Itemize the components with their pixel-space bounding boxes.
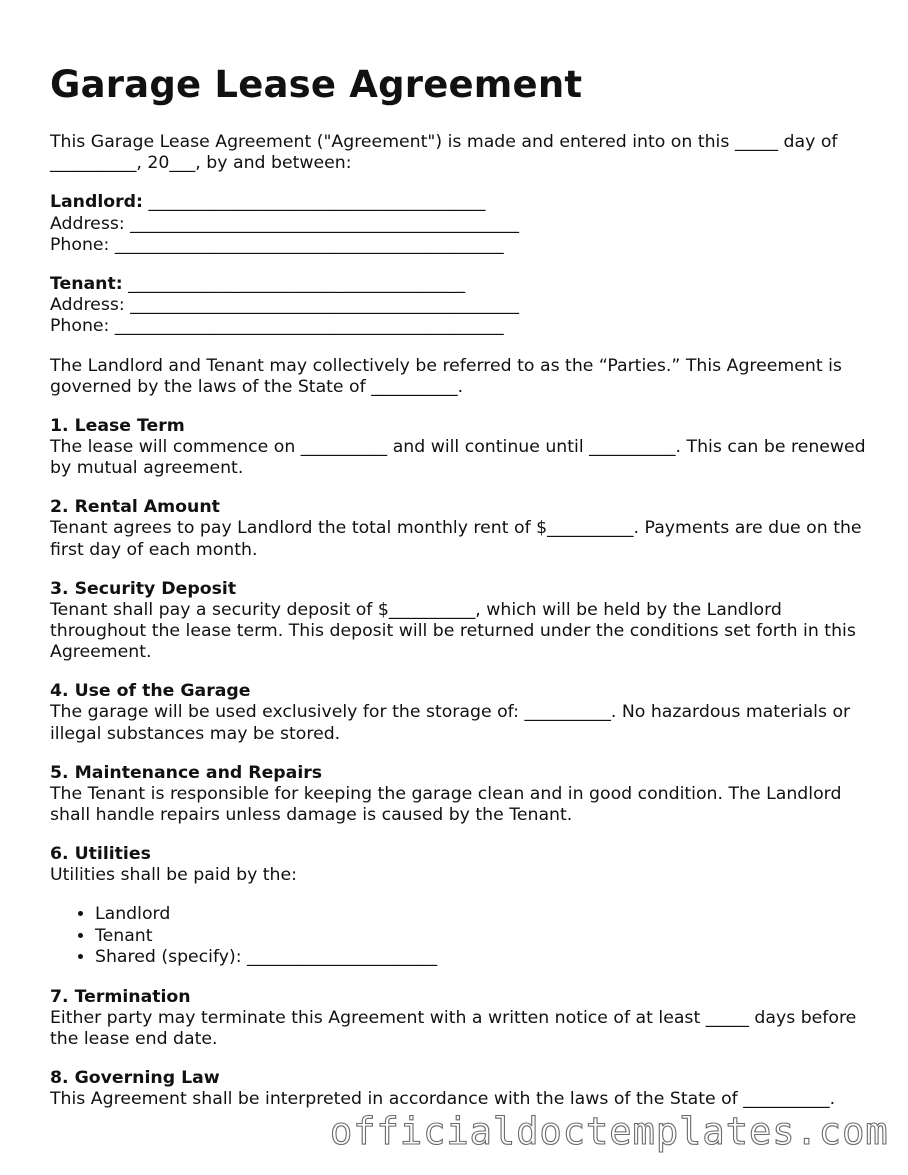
section-lease-term [50, 416, 870, 479]
tenant-phone-line: Phone: _____________________________________________ [50, 316, 504, 337]
section-heading: 8. Governing Law [50, 1068, 220, 1089]
section-body: Tenant shall pay a security deposit of $__________, which will be held by the Landlord throughout the lease term. This deposit will be returned under the conditions set forth in this Agreement. [50, 599, 856, 663]
section-rental-amount [50, 497, 870, 560]
landlord-label: Landlord: [50, 192, 143, 213]
tenant-address-line: Address: _____________________________________________ [50, 295, 519, 316]
tenant-label: Tenant: [50, 274, 123, 295]
section-utilities [50, 844, 870, 968]
landlord-block [50, 192, 870, 256]
section-body: Either party may terminate this Agreement with a written notice of at least _____ days before the lease end date. [50, 1007, 857, 1049]
utilities-option-landlord: • Landlord [95, 904, 870, 925]
landlord-phone-line: Phone: _____________________________________________ [50, 234, 504, 255]
section-body: Utilities shall be paid by the: [50, 865, 297, 886]
document-page [50, 62, 870, 1110]
tenant-name-blank: _______________________________________ [122, 274, 466, 295]
section-heading: 7. Termination [50, 986, 191, 1007]
section-body: The lease will commence on __________ and will continue until __________. This can be renewed by mutual agreement. [50, 437, 866, 479]
tenant-name-line [50, 274, 870, 295]
document-title: Garage Lease Agreement [50, 63, 583, 106]
section-body: This Agreement shall be interpreted in accordance with the laws of the State of __________. [50, 1089, 836, 1110]
section-security-deposit [50, 579, 870, 664]
section-heading: 2. Rental Amount [50, 497, 220, 518]
watermark: officialdoctemplates.com [330, 1110, 889, 1153]
section-use-of-garage [50, 681, 870, 744]
section-body: The garage will be used exclusively for the storage of: __________. No hazardous materials or illegal substances may be stored. [50, 702, 851, 744]
section-heading: 1. Lease Term [50, 416, 185, 437]
parties-paragraph: The Landlord and Tenant may collectively be referred to as the “Parties.” This Agreement is governed by the laws of the State of __________. [50, 355, 842, 397]
section-heading: 4. Use of the Garage [50, 681, 251, 702]
utilities-option-tenant: • Tenant [95, 926, 870, 947]
landlord-address-line: Address: _____________________________________________ [50, 213, 519, 234]
section-body: Tenant agrees to pay Landlord the total monthly rent of $__________. Payments are due on the first day of each month. [50, 518, 862, 560]
tenant-block [50, 274, 870, 338]
section-body: The Tenant is responsible for keeping the garage clean and in good condition. The Landlord shall handle repairs unless damage is caused by the Tenant. [50, 783, 842, 826]
section-termination [50, 987, 870, 1050]
utilities-option-shared: • Shared (specify): ______________________ [95, 947, 870, 968]
section-governing-law [50, 1068, 870, 1110]
section-heading: 6. Utilities [50, 844, 151, 865]
section-heading: 3. Security Deposit [50, 578, 237, 599]
utilities-options-list [50, 904, 870, 968]
section-maintenance [50, 763, 870, 826]
landlord-name-line [50, 192, 870, 213]
intro-paragraph: This Garage Lease Agreement ("Agreement") is made and entered into on this _____ day of __________, 20___, by and between: [50, 132, 838, 174]
landlord-name-blank: _______________________________________ [142, 192, 486, 213]
section-heading: 5. Maintenance and Repairs [50, 762, 323, 783]
